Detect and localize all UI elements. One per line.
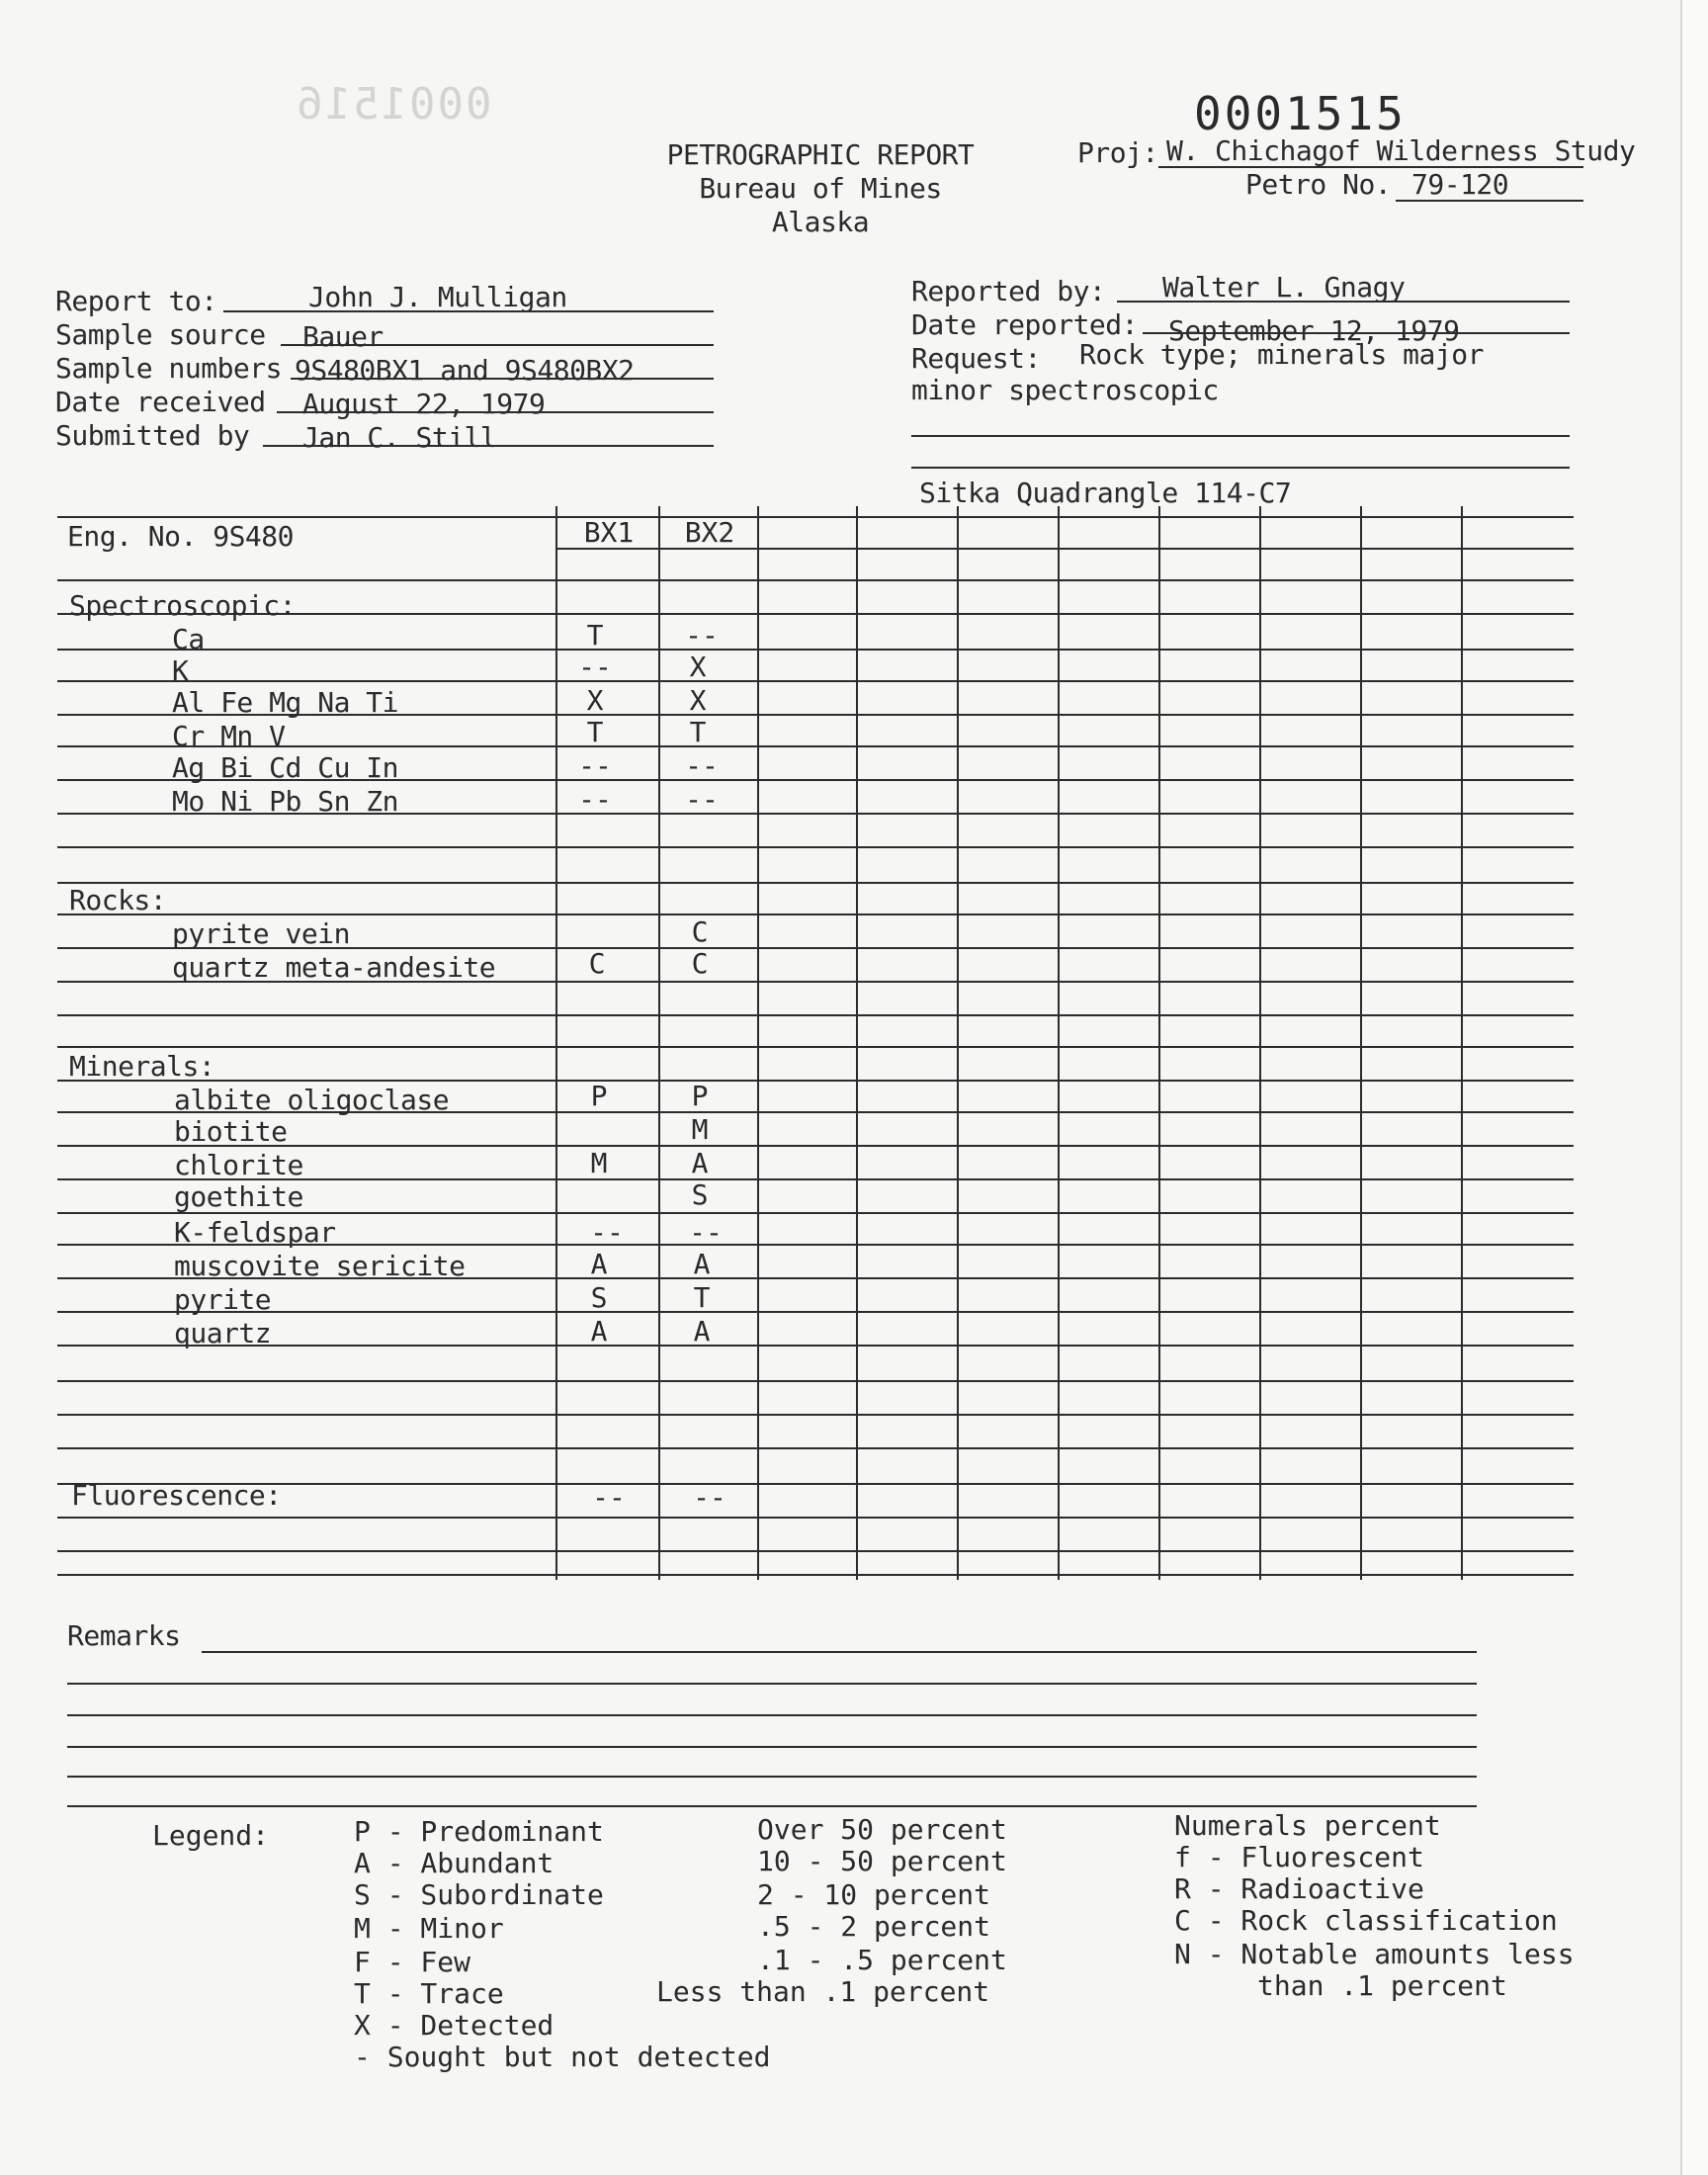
row-label: Ca [172,623,205,655]
legend-code: T - Trace [354,1977,504,2010]
bx2-value: -- [689,1216,723,1249]
bx2-value: C [691,915,709,948]
request-label: Request: [911,342,1041,375]
bx1-value: P [590,1080,608,1112]
bx2-value: -- [685,749,719,782]
legend-extra: C - Rock classification [1174,1904,1558,1937]
legend-code: P - Predominant [354,1815,604,1848]
legend-range: .5 - 2 percent [757,1910,991,1943]
agency-name: Bureau of Mines [699,172,942,205]
date-reported-value: September 12, 1979 [1168,314,1460,347]
sample-source-value: Bauer [302,320,384,353]
sample-numbers-label: Sample numbers [55,352,283,385]
legend-code: - Sought but not detected [354,2041,771,2073]
bx2-value: A [693,1315,711,1348]
date-received-label: Date received [55,386,266,418]
row-label: pyrite vein [172,917,350,950]
row-label: quartz [174,1317,272,1349]
bx1-value: -- [578,783,612,816]
report-title: PETROGRAPHIC REPORT [666,138,975,171]
remarks-label: Remarks [67,1619,181,1652]
legend-extra: than .1 percent [1257,1969,1507,2002]
row-label: chlorite [174,1149,303,1181]
bx1-value: A [590,1315,608,1348]
section-spectroscopic: Spectroscopic: [69,589,297,622]
submitted-by-label: Submitted by [55,419,250,452]
bx2-value: T [693,1281,711,1314]
document-number: 0001515 [1194,87,1407,140]
row-label: Al Fe Mg Na Ti [172,686,399,719]
request-value-line2: minor spectroscopic [911,374,1219,406]
legend-extra: f - Fluorescent [1174,1841,1424,1873]
proj-value: W. Chichagof Wilderness Study [1166,134,1636,167]
bx1-value: X [586,684,604,717]
report-to-value: John J. Mulligan [308,281,567,313]
legend-range: 2 - 10 percent [757,1878,991,1911]
legend-code: F - Few [354,1946,471,1978]
legend-extra: N - Notable amounts less [1174,1938,1575,1970]
section-minerals: Minerals: [69,1050,215,1083]
bx2-value: X [689,684,707,717]
report-to-label: Report to: [55,285,217,317]
row-label: Cr Mn V [172,720,286,752]
bx1-value: -- [578,749,612,782]
row-label: K-feldspar [174,1216,336,1249]
legend-code: A - Abundant [354,1847,555,1879]
legend-extra: Numerals percent [1174,1809,1441,1842]
sample-source-label: Sample source [55,318,266,351]
row-label: biotite [174,1115,288,1148]
fluorescence-bx2: -- [693,1481,726,1514]
bx1-value: T [586,716,604,748]
row-label: Ag Bi Cd Cu In [172,751,399,784]
date-reported-label: Date reported: [911,308,1139,341]
sample-numbers-value: 9S480BX1 and 9S480BX2 [295,354,635,387]
reported-by-value: Walter L. Gnagy [1162,271,1406,304]
bx2-value: M [691,1113,709,1146]
bx2-value: P [691,1080,709,1112]
ghost-number: 0001516 [295,79,492,130]
row-label: pyrite [174,1283,272,1316]
date-received-value: August 22, 1979 [302,388,546,420]
state-name: Alaska [771,206,870,238]
eng-number-label: Eng. No. 9S480 [67,520,295,553]
section-fluorescence: Fluorescence: [71,1479,282,1512]
legend-code: S - Subordinate [354,1878,604,1911]
row-label: muscovite sericite [174,1250,466,1282]
request-value-line1: Rock type; minerals major [1079,338,1484,371]
col-header-bx1: BX1 [583,516,635,549]
bx2-value: S [691,1178,709,1211]
submitted-by-value: Jan C. Still [302,421,497,454]
section-rocks: Rocks: [69,884,167,916]
bx2-value: -- [685,783,719,816]
fluorescence-bx1: -- [592,1481,626,1514]
row-label: goethite [174,1180,303,1213]
legend-range: 10 - 50 percent [757,1845,1007,1877]
legend-range: Less than .1 percent [656,1975,990,2008]
row-label: quartz meta-andesite [172,951,496,984]
row-label: albite oligoclase [174,1084,450,1116]
bx2-value: A [693,1248,711,1280]
bx1-value: A [590,1248,608,1280]
petro-label: Petro No. [1245,168,1392,201]
bx2-value: -- [685,619,719,652]
bx2-value: A [691,1147,709,1179]
petro-value: 79-120 [1411,168,1509,201]
quadrangle: Sitka Quadrangle 114-C7 [919,477,1292,509]
bx2-value: C [691,947,709,980]
bx2-value: T [689,716,707,748]
legend-range: .1 - .5 percent [757,1944,1007,1976]
col-header-bx2: BX2 [684,516,735,549]
bx2-value: X [689,651,707,683]
legend-extra: R - Radioactive [1174,1872,1424,1905]
row-label: K [172,654,189,687]
legend-code: X - Detected [354,2009,555,2042]
bx1-value: M [590,1147,608,1179]
legend-label: Legend: [152,1819,270,1852]
bx1-value: C [588,947,606,980]
proj-label: Proj: [1077,136,1158,169]
bx1-value: S [590,1281,608,1314]
row-label: Mo Ni Pb Sn Zn [172,785,399,818]
bx1-value: -- [578,651,612,683]
bx1-value: T [586,619,604,652]
bx1-value: -- [590,1216,624,1249]
reported-by-label: Reported by: [911,275,1106,307]
legend-range: Over 50 percent [757,1813,1007,1846]
legend-code: M - Minor [354,1912,504,1945]
